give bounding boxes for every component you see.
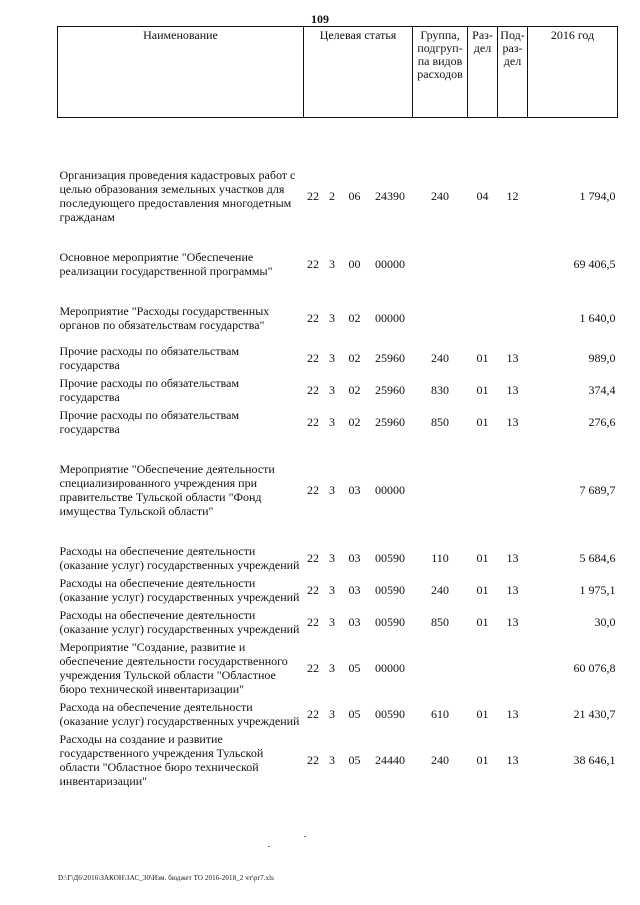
- header-target: Целевая статья: [304, 27, 413, 118]
- target-code-4: 25960: [375, 415, 405, 429]
- target-code-4: 00000: [375, 483, 405, 497]
- subsection-cell: 13: [506, 415, 519, 429]
- group-cell: 240: [431, 753, 450, 767]
- target-code-4: 00000: [375, 257, 405, 271]
- target-code-2: 3: [329, 383, 335, 397]
- table-row: [58, 302, 618, 334]
- subsection-cell: [498, 248, 528, 280]
- table-row: [58, 606, 618, 638]
- amount-cell: 38 646,1: [573, 753, 616, 767]
- target-code-3: 03: [348, 483, 361, 497]
- file-path-footer: D:\Г\Д6\2016\ЗАКОН\ЗАС_30\Изм. бюджет ТО 2016-2018_2 чт\pr7.xls: [58, 874, 274, 882]
- target-code-1: 22: [307, 753, 319, 767]
- target-code-4: 00590: [375, 583, 405, 597]
- row-name: Расходы на обеспечение деятельности (оказание услуг) государственных учреждений: [59, 544, 300, 572]
- amount-cell: 1 640,0: [579, 311, 616, 325]
- target-code-3: 03: [348, 615, 361, 629]
- amount-cell: 1 975,1: [579, 583, 616, 597]
- table-row: [58, 248, 618, 280]
- target-code-2: 3: [329, 257, 335, 271]
- row-name: Расхода на обеспечение деятельности (оказание услуг) государственных учреждений: [59, 700, 300, 728]
- target-code-3: 06: [348, 189, 361, 203]
- section-cell: 01: [476, 551, 489, 565]
- section-cell: 01: [476, 753, 489, 767]
- row-name: Расходы на обеспечение деятельности (оказание услуг) государственных учреждений: [59, 608, 300, 636]
- target-code-1: 22: [307, 383, 319, 397]
- target-code-4: 25960: [375, 383, 405, 397]
- row-spacer: [58, 520, 618, 542]
- table-row: [58, 374, 618, 406]
- subsection-cell: 13: [506, 615, 519, 629]
- table-row: [58, 460, 618, 520]
- row-spacer: [58, 280, 618, 302]
- row-name: Мероприятие "Обеспечение деятельности специализированного учреждения при правительстве Тульской области "Фонд имущества Тульской области": [59, 462, 275, 518]
- group-cell: [413, 460, 468, 520]
- amount-cell: 989,0: [588, 351, 616, 365]
- target-code-4: 00000: [375, 311, 405, 325]
- header-section: Раз- дел: [468, 27, 498, 118]
- amount-cell: 21 430,7: [573, 707, 616, 721]
- target-code-1: 22: [307, 483, 319, 497]
- table-row: [58, 406, 618, 438]
- target-code-3: 02: [348, 311, 361, 325]
- group-cell: 850: [431, 415, 450, 429]
- subsection-cell: [498, 302, 528, 334]
- row-name: Организация проведения кадастровых работ с целью образования земельных участков для последующего предоставления многодетным гражданам: [59, 168, 296, 224]
- target-code-2: 3: [329, 661, 335, 675]
- section-cell: 01: [476, 615, 489, 629]
- row-name: Мероприятие "Создание, развитие и обеспечение деятельности государственного учреждения Тульской области "Областное бюро технической инвентаризации": [59, 640, 288, 696]
- section-cell: 01: [476, 707, 489, 721]
- target-code-2: 3: [329, 483, 335, 497]
- group-cell: [413, 248, 468, 280]
- group-cell: 610: [431, 707, 450, 721]
- group-cell: 240: [431, 351, 450, 365]
- target-code-4: 00000: [375, 661, 405, 675]
- target-code-2: 3: [329, 707, 335, 721]
- row-spacer: [58, 438, 618, 460]
- row-spacer: [58, 334, 618, 342]
- section-cell: [468, 460, 498, 520]
- scan-speck: [304, 836, 306, 837]
- group-cell: 110: [431, 551, 449, 565]
- target-code-3: 05: [348, 707, 361, 721]
- target-code-1: 22: [307, 707, 319, 721]
- row-name: Прочие расходы по обязательствам государства: [59, 344, 240, 372]
- target-code-3: 05: [348, 753, 361, 767]
- subsection-cell: 13: [506, 753, 519, 767]
- section-cell: 01: [476, 383, 489, 397]
- header-subsection: Под- раз- дел: [498, 27, 528, 118]
- subsection-cell: 13: [506, 551, 519, 565]
- target-code-3: 02: [348, 351, 361, 365]
- target-code-2: 3: [329, 583, 335, 597]
- scan-speck: [268, 846, 270, 847]
- page-number: 109: [311, 12, 329, 26]
- target-code-2: 3: [329, 615, 335, 629]
- budget-table: [57, 26, 618, 790]
- target-code-3: 00: [348, 257, 361, 271]
- amount-cell: 30,0: [594, 615, 616, 629]
- target-code-2: 3: [329, 551, 335, 565]
- target-code-2: 2: [329, 189, 335, 203]
- amount-cell: 374,4: [588, 383, 616, 397]
- target-code-1: 22: [307, 257, 319, 271]
- target-code-1: 22: [307, 615, 319, 629]
- row-name: Расходы на обеспечение деятельности (оказание услуг) государственных учреждений: [59, 576, 300, 604]
- table-row: [58, 542, 618, 574]
- table-row: [58, 342, 618, 374]
- target-code-1: 22: [307, 189, 319, 203]
- target-code-1: 22: [307, 583, 319, 597]
- table-row: [58, 698, 618, 730]
- target-code-1: 22: [307, 311, 319, 325]
- subsection-cell: 13: [506, 351, 519, 365]
- target-code-4: 24390: [375, 189, 405, 203]
- target-code-4: 00590: [375, 615, 405, 629]
- group-cell: [413, 302, 468, 334]
- target-code-1: 22: [307, 415, 319, 429]
- group-cell: 240: [431, 583, 450, 597]
- target-code-2: 3: [329, 753, 335, 767]
- group-cell: 830: [431, 383, 450, 397]
- header-year: 2016 год: [528, 27, 618, 118]
- table-row: [58, 638, 618, 698]
- row-spacer: [58, 226, 618, 248]
- subsection-cell: 13: [506, 707, 519, 721]
- amount-cell: 276,6: [588, 415, 616, 429]
- section-cell: [468, 302, 498, 334]
- table-header-row: [58, 27, 618, 118]
- amount-cell: 7 689,7: [579, 483, 616, 497]
- row-name: Расходы на создание и развитие государственного учреждения Тульской области "Областное бюро технической инвентаризации": [59, 732, 264, 788]
- target-code-3: 03: [348, 551, 361, 565]
- group-cell: 240: [431, 189, 450, 203]
- target-code-4: 25960: [375, 351, 405, 365]
- target-code-1: 22: [307, 551, 319, 565]
- row-name: Прочие расходы по обязательствам государства: [59, 408, 240, 436]
- group-cell: 850: [431, 615, 450, 629]
- subsection-cell: 13: [506, 383, 519, 397]
- target-code-2: 3: [329, 415, 335, 429]
- target-code-2: 3: [329, 351, 335, 365]
- header-name: Наименование: [58, 27, 304, 118]
- section-cell: [468, 638, 498, 698]
- subsection-cell: 12: [506, 189, 519, 203]
- row-name: Основное мероприятие "Обеспечение реализации государственной программы": [59, 250, 273, 278]
- section-cell: 01: [476, 351, 489, 365]
- amount-cell: 1 794,0: [579, 189, 616, 203]
- row-name: Мероприятие "Расходы государственных органов по обязательствам государства": [59, 304, 270, 332]
- section-cell: [468, 248, 498, 280]
- target-code-1: 22: [307, 661, 319, 675]
- section-cell: 01: [476, 415, 489, 429]
- target-code-3: 02: [348, 415, 361, 429]
- group-cell: [413, 638, 468, 698]
- amount-cell: 5 684,6: [579, 551, 616, 565]
- subsection-cell: 13: [506, 583, 519, 597]
- header-group: Группа, подгруп- па видов расходов: [413, 27, 468, 118]
- amount-cell: 60 076,8: [573, 661, 616, 675]
- target-code-4: 00590: [375, 551, 405, 565]
- target-code-1: 22: [307, 351, 319, 365]
- target-code-4: 24440: [375, 753, 405, 767]
- table-row: [58, 574, 618, 606]
- target-code-4: 00590: [375, 707, 405, 721]
- target-code-2: 3: [329, 311, 335, 325]
- row-name: Прочие расходы по обязательствам государства: [59, 376, 240, 404]
- target-code-3: 02: [348, 383, 361, 397]
- table-row: [58, 730, 618, 790]
- target-code-3: 03: [348, 583, 361, 597]
- amount-cell: 69 406,5: [573, 257, 616, 271]
- table-row: [58, 166, 618, 226]
- section-cell: 04: [476, 189, 489, 203]
- subsection-cell: [498, 638, 528, 698]
- target-code-3: 05: [348, 661, 361, 675]
- section-cell: 01: [476, 583, 489, 597]
- subsection-cell: [498, 460, 528, 520]
